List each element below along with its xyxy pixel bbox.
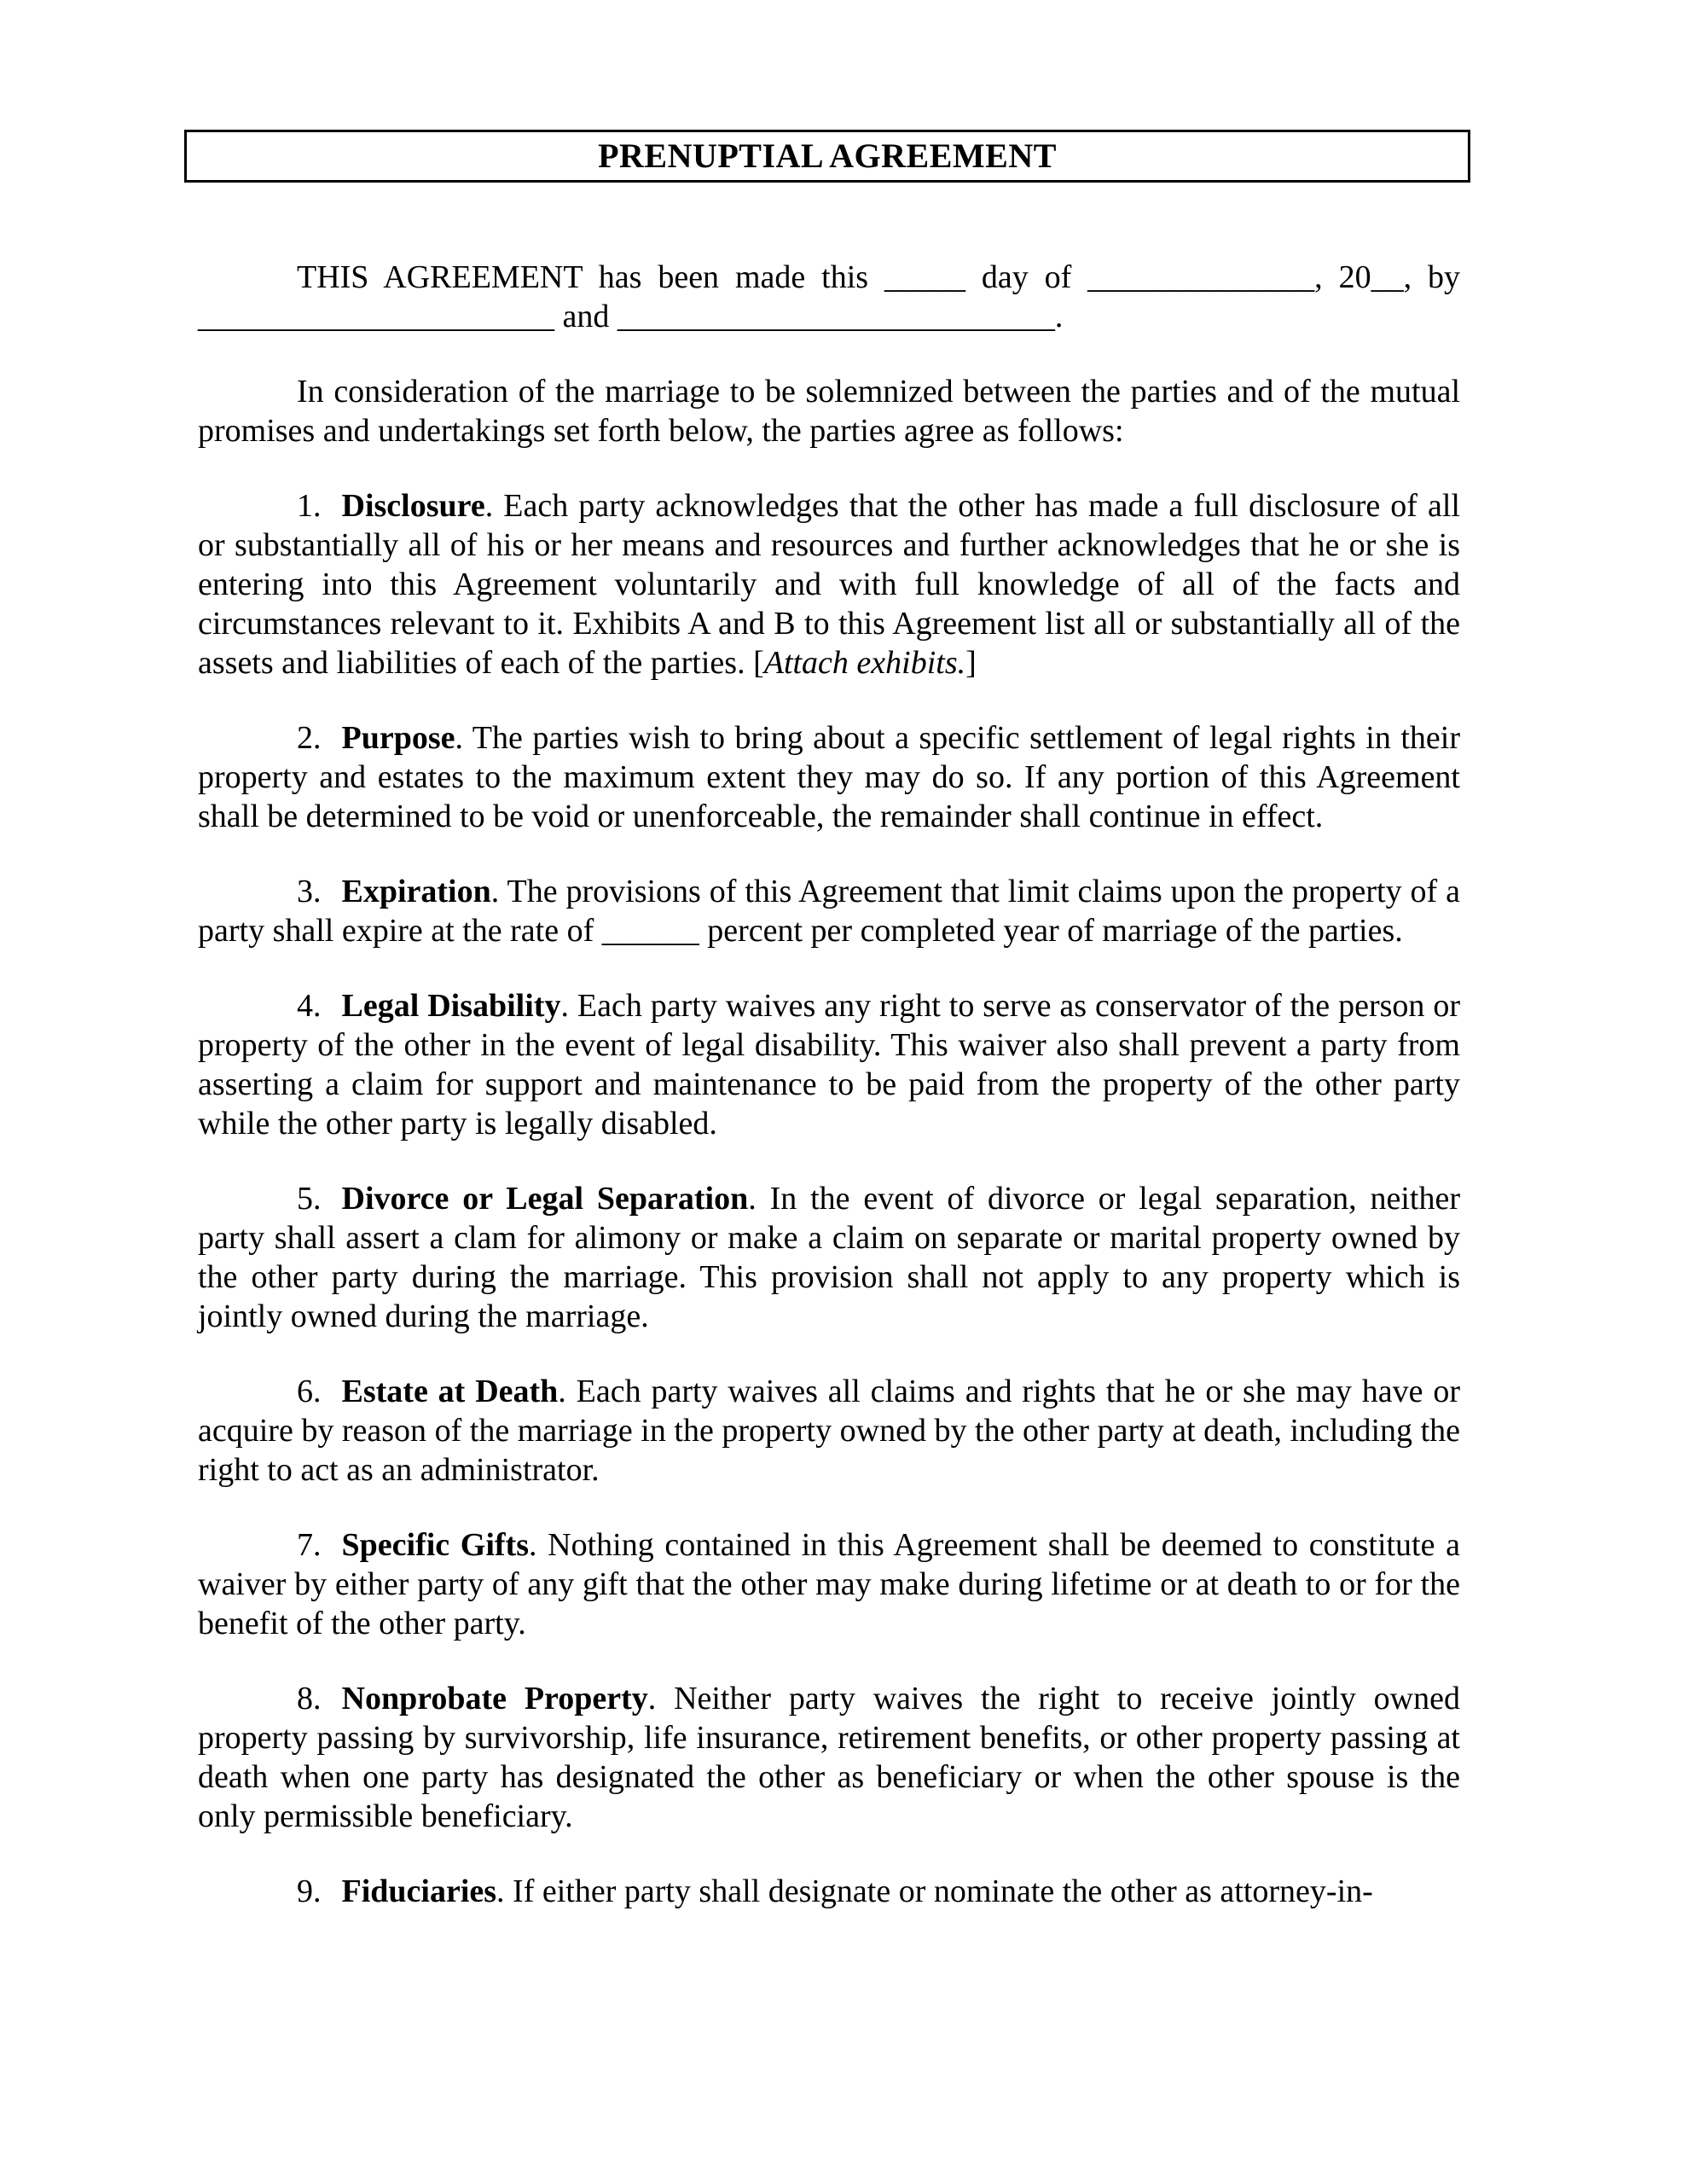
section-7-number: 7.: [297, 1527, 322, 1563]
section-1-disclosure: [198, 486, 1460, 682]
section-5-body: . In the event of divorce or legal separation, neither party shall assert a clam for alimony or make a claim on separate or marital property owned by the other party during the marriage. This provision shall not apply to any property which is jointly owned during the marriage.: [198, 1181, 1460, 1334]
section-7-heading: Specific Gifts: [341, 1527, 529, 1563]
section-9-body: . If either party shall designate or nominate the other as attorney-in-: [496, 1873, 1373, 1909]
section-8-heading: Nonprobate Property: [341, 1681, 648, 1716]
section-5-heading: Divorce or Legal Separation: [341, 1181, 749, 1217]
section-5-number: 5.: [297, 1181, 322, 1217]
section-8-nonprobate-property: [198, 1679, 1460, 1836]
section-1-number: 1.: [297, 488, 322, 524]
section-4-number: 4.: [297, 988, 322, 1024]
section-4-body: . Each party waives any right to serve as conservator of the person or property of the other in the event of legal disability. This waiver also shall prevent a party from asserting a claim for support and maintenance to be paid from the property of the other party while the other party is legally disabled.: [198, 988, 1461, 1141]
section-2-number: 2.: [297, 720, 322, 756]
section-9-fiduciaries: [198, 1872, 1460, 1911]
intro-text: In consideration of the marriage to be solemnized between the parties and of the mutual promises and undertakings set forth below, the parties agree as follows:: [198, 374, 1460, 449]
attach-exhibits-note: Attach exhibits.: [763, 645, 966, 681]
title-box: [184, 130, 1470, 183]
section-2-purpose: [198, 718, 1460, 836]
section-4-legal-disability: [198, 986, 1460, 1143]
section-1-bracket-close: ]: [965, 645, 977, 681]
section-7-body: . Nothing contained in this Agreement shall be deemed to constitute a waiver by either party of any gift that the other may make during lifetime or at death to or for the benefit of the other party.: [198, 1527, 1460, 1641]
section-6-number: 6.: [297, 1374, 322, 1409]
section-2-body: . The parties wish to bring about a specific settlement of legal rights in their property and estates to the maximum extent they may do so. If any portion of this Agreement shall be determined to be void or unenforceable, the remainder shall continue in effect.: [198, 720, 1460, 834]
section-8-body: . Neither party waives the right to receive jointly owned property passing by survivorship, life insurance, retirement benefits, or other property passing at death when one party has designated the other as beneficiary or when the other spouse is the only permissible beneficiary.: [198, 1681, 1460, 1834]
section-2-heading: Purpose: [341, 720, 455, 756]
section-3-expiration: [198, 872, 1460, 950]
section-3-heading: Expiration: [341, 874, 491, 909]
section-3-body: . The provisions of this Agreement that limit claims upon the property of a party shall expire at the rate of ______ percent per completed year of marriage of the parties.: [198, 874, 1460, 949]
section-1-heading: Disclosure: [341, 488, 485, 524]
intro-paragraph: [198, 372, 1460, 450]
section-9-number: 9.: [297, 1873, 322, 1909]
opening-paragraph: [198, 258, 1460, 336]
section-8-number: 8.: [297, 1681, 322, 1716]
section-6-heading: Estate at Death: [341, 1374, 559, 1409]
opening-text: THIS AGREEMENT has been made this _____ day of ______________, 20__, by ______________________ and ___________________________.: [198, 259, 1460, 334]
section-1-body: . Each party acknowledges that the other has made a full disclosure of all or substantially all of his or her means and resources and further acknowledges that he or she is entering into this Agreement voluntarily and with full knowledge of all of the facts and circumstances relevant to it. Exhibits A and B to this Agreement list all or substantially all of the assets and liabilities of each of the parties. [: [198, 488, 1460, 681]
section-6-body: . Each party waives all claims and rights that he or she may have or acquire by reason of the marriage in the property owned by the other party at death, including the right to act as an administrator.: [198, 1374, 1461, 1488]
document-title: PRENUPTIAL AGREEMENT: [598, 136, 1057, 175]
section-4-heading: Legal Disability: [341, 988, 561, 1024]
section-5-divorce-or-legal-separation: [198, 1179, 1460, 1336]
section-9-heading: Fiduciaries: [341, 1873, 497, 1909]
section-7-specific-gifts: [198, 1525, 1460, 1643]
section-6-estate-at-death: [198, 1372, 1460, 1490]
section-3-number: 3.: [297, 874, 322, 909]
